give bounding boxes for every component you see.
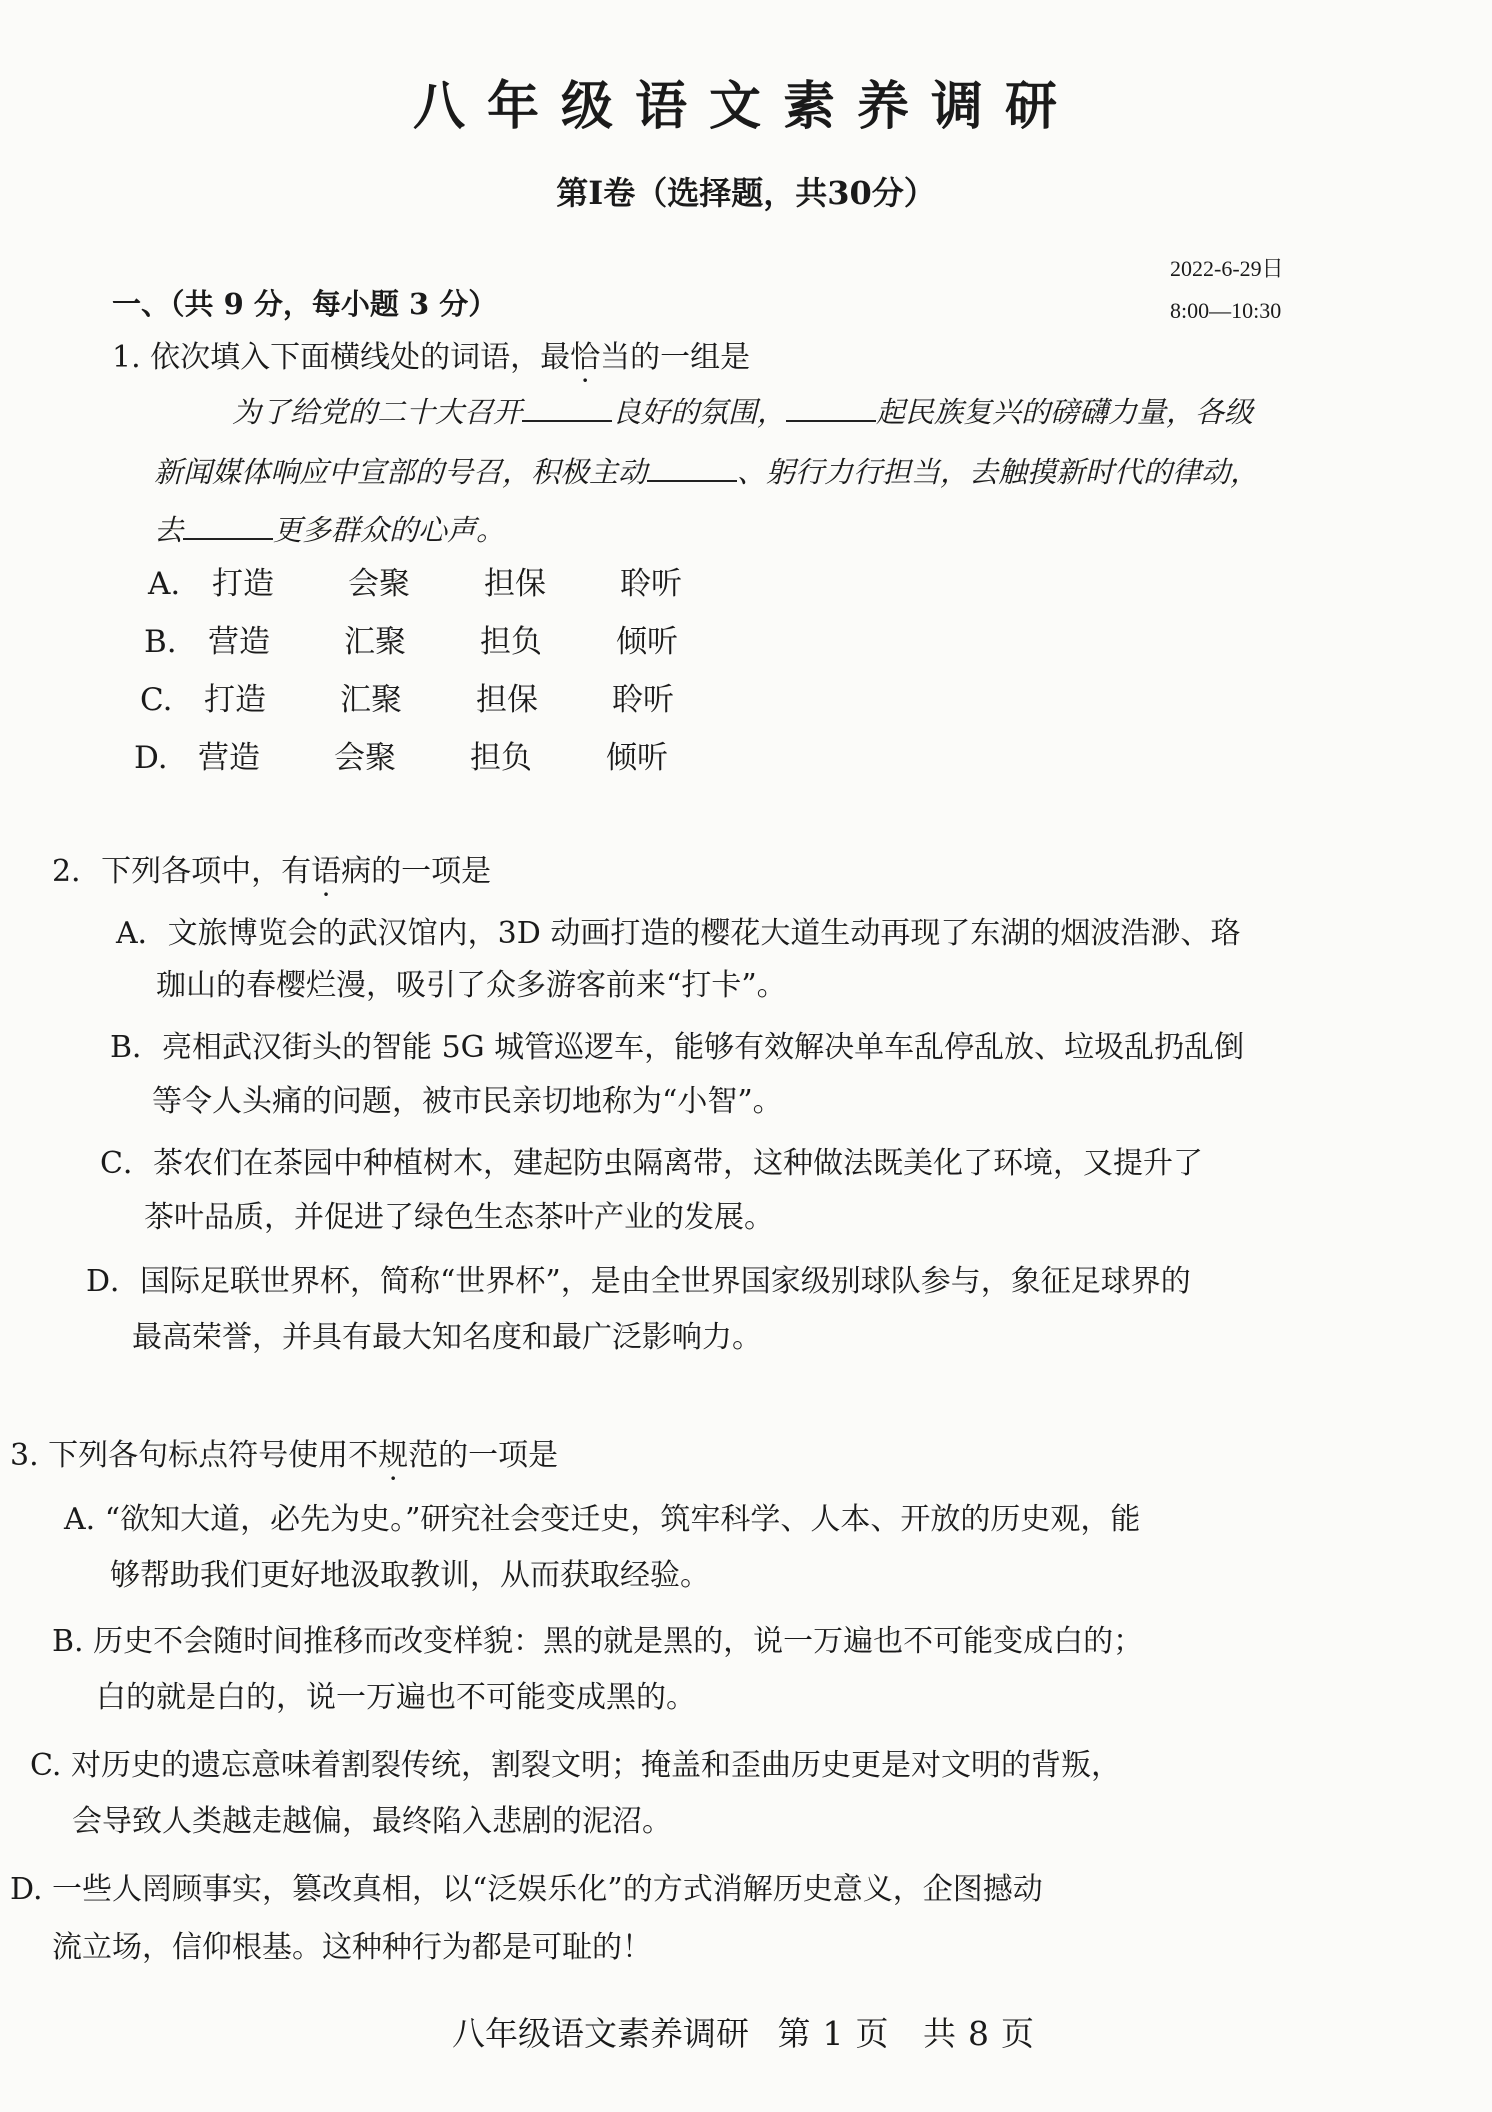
section-heading: 一、（共 9 分，每小题 3 分）: [112, 287, 498, 321]
option-word: 会聚: [348, 566, 410, 602]
q1-option-b: [144, 616, 678, 661]
q2-option-a-line-2: 珈山的春樱烂漫，吸引了众多游客前来“打卡”。: [156, 968, 787, 1003]
footer-text: 第: [777, 2014, 811, 2053]
q2-option-c-line-2: 茶叶品质，并促进了绿色生态茶叶产业的发展。: [144, 1200, 774, 1235]
question-2-stem: [52, 846, 491, 890]
page-title: 八年级语文素养调研: [412, 76, 1079, 137]
option-word: 担负: [480, 624, 542, 660]
footer-total: [917, 2014, 1040, 2053]
footer-title: 八年级语文素养调研: [452, 2014, 749, 2053]
option-word: 汇聚: [344, 624, 406, 660]
passage-text: 、躬行力行担当，去触摸新时代的律动，: [737, 455, 1260, 489]
q3-option-c-line-2: 会导致人类越走越偏，最终陷入悲剧的泥沼。: [72, 1804, 672, 1839]
fill-blank: [183, 514, 273, 540]
stem-text: 的一项是: [438, 1438, 559, 1473]
q1-option-c: [140, 674, 674, 719]
question-1-stem: [112, 332, 750, 376]
page-number: 1: [822, 2014, 844, 2053]
q3-option-b-line-1: B. 历史不会随时间推移而改变样貌：黑的就是黑的，说一万遍也不可能变成白的；: [52, 1624, 1144, 1659]
q3-option-d-line-1: D. 一些人罔顾事实，篡改真相，以“泛娱乐化”的方式消解历史意义，企图撼动: [10, 1872, 1043, 1907]
footer-page: [772, 2014, 895, 2053]
footer-text: 页: [1001, 2014, 1034, 2053]
stem-text: 1. 依次填入下面横线处的词语，: [112, 340, 541, 375]
q2-option-d-line-2: 最高荣誉，并具有最大知名度和最广泛影响力。: [132, 1320, 762, 1355]
option-word: 汇聚: [340, 682, 402, 718]
option-word: 打造: [204, 682, 266, 718]
question-3-stem: [10, 1430, 558, 1474]
exam-date: 2022-6-29日: [1170, 256, 1284, 281]
q1-passage-line-3: [154, 508, 505, 549]
option-word: 聆听: [612, 682, 674, 718]
total-pages: 8: [968, 2014, 989, 2053]
option-word: 倾听: [616, 624, 678, 660]
stem-text: 2．下列各项中，: [52, 854, 282, 889]
q1-passage-line-2: [154, 450, 1259, 491]
q1-option-a: [148, 558, 682, 603]
option-word: 会聚: [334, 740, 396, 776]
passage-text: 更多群众的心声。: [273, 513, 506, 547]
fill-blank: [647, 456, 737, 482]
option-label: B.: [144, 624, 177, 660]
exam-time: 8:00—10:30: [1170, 298, 1282, 323]
option-label: A.: [148, 566, 181, 602]
passage-text: 新闻媒体响应中宣部的号召，积极主动: [154, 455, 648, 489]
option-word: 担保: [476, 682, 538, 718]
q1-option-d: [134, 732, 668, 777]
option-label: C.: [140, 682, 173, 718]
option-word: 担负: [470, 740, 532, 776]
option-word: 担保: [484, 566, 546, 602]
option-word: 倾听: [606, 740, 668, 776]
q1-passage-line-1: [232, 390, 1253, 431]
q3-option-a-line-2: 够帮助我们更好地汲取教训，从而获取经验。: [110, 1558, 710, 1593]
option-word: 营造: [198, 740, 260, 776]
footer-text: 页: [855, 2014, 889, 2053]
fill-blank: [786, 396, 876, 422]
passage-text: 良好的氛围，: [612, 395, 787, 429]
option-word: 打造: [212, 566, 274, 602]
fill-blank: [522, 396, 612, 422]
q3-option-d-line-2: 流立场，信仰根基。这种种行为都是可耻的！: [52, 1930, 652, 1965]
stem-text: 的一组是: [630, 340, 751, 375]
q2-option-b-line-1: B．亮相武汉街头的智能 5G 城管巡逻车，能够有效解决单车乱停乱放、垃圾乱扔乱倒: [110, 1030, 1245, 1065]
passage-text: 去: [154, 513, 184, 547]
option-word: 营造: [208, 624, 270, 660]
option-word: 聆听: [620, 566, 682, 602]
stem-emphasis: 有语病: [281, 854, 372, 889]
q3-option-a-line-1: A. “欲知大道，必先为史。”研究社会变迁史，筑牢科学、人本、开放的历史观，能: [64, 1502, 1141, 1537]
passage-text: 起民族复兴的磅礴力量，各级: [876, 395, 1254, 429]
page-footer: [0, 2008, 1492, 2055]
stem-emphasis: 不规范: [348, 1438, 439, 1473]
option-label: D.: [134, 740, 168, 776]
q2-option-b-line-2: 等令人头痛的问题，被市民亲切地称为“小智”。: [152, 1084, 783, 1119]
q3-option-b-line-2: 白的就是白的，说一万遍也不可能变成黑的。: [96, 1680, 696, 1715]
passage-text: 为了给党的二十大召开: [232, 395, 523, 429]
stem-text: 3. 下列各句标点符号使用: [10, 1438, 349, 1473]
q2-option-d-line-1: D．国际足联世界杯，简称“世界杯”，是由全世界国家级别球队参与，象征足球界的: [86, 1264, 1191, 1299]
q2-option-c-line-1: C．茶农们在茶园中种植树木，建起防虫隔离带，这种做法既美化了环境，又提升了: [100, 1146, 1203, 1181]
stem-emphasis: 最恰当: [540, 340, 631, 375]
stem-text: 的一项是: [371, 854, 492, 889]
q3-option-c-line-1: C. 对历史的遗忘意味着割裂传统，割裂文明；掩盖和歪曲历史更是对文明的背叛，: [30, 1748, 1121, 1783]
q2-option-a-line-1: A．文旅博览会的武汉馆内，3D 动画打造的樱花大道生动再现了东湖的烟波浩渺、珞: [116, 916, 1241, 951]
footer-text: 共: [923, 2014, 956, 2053]
paper-subtitle: 第Ⅰ卷（选择题，共30分）: [556, 174, 936, 212]
